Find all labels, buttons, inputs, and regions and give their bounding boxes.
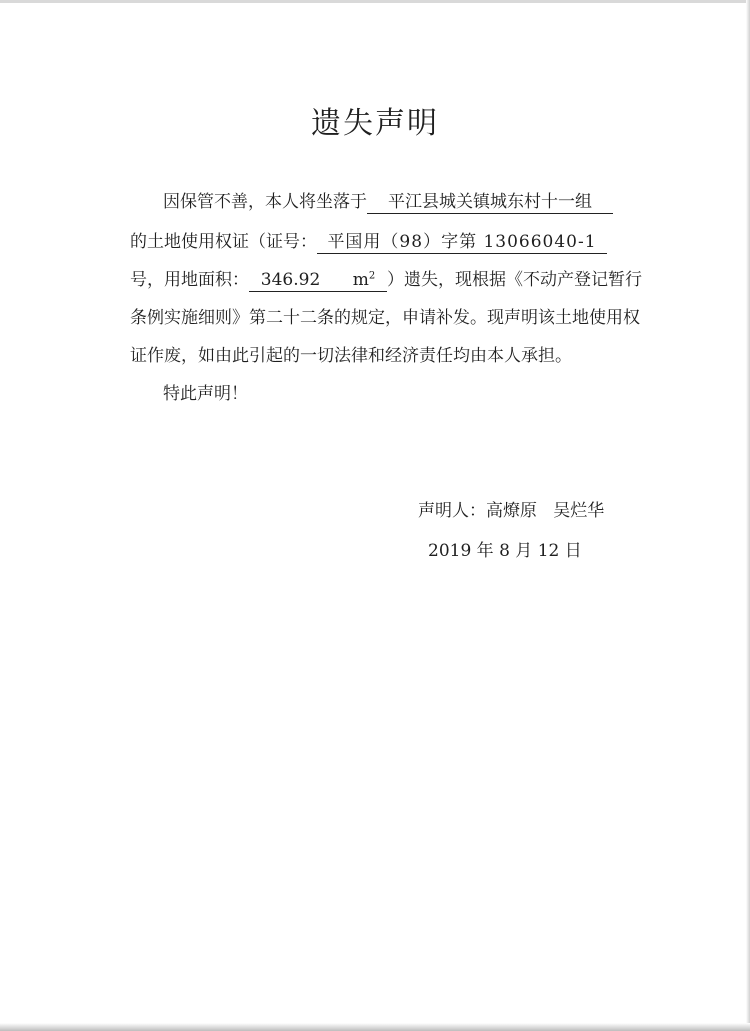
area-unit: m bbox=[352, 270, 369, 290]
scan-edge-top bbox=[0, 0, 750, 3]
scan-edge-bottom bbox=[0, 1023, 750, 1031]
line2-prefix: 的土地使用权证（证号： bbox=[130, 232, 317, 252]
scan-edge-right bbox=[746, 0, 750, 1031]
body-line-5: 证作废，如由此引起的一切法律和经济责任均由本人承担。 bbox=[130, 346, 572, 366]
signature-date: 2019 年 8 月 12 日 bbox=[428, 541, 582, 561]
closing-line: 特此声明！ bbox=[163, 384, 248, 404]
signature-names: 高燎原 吴烂华 bbox=[486, 501, 605, 521]
signature-line bbox=[418, 499, 604, 523]
area-unit-superscript: 2 bbox=[368, 270, 376, 282]
body-line-2 bbox=[130, 230, 607, 254]
certificate-number-field: 平国用（98）字第 13066040-1 bbox=[317, 231, 607, 254]
line3-prefix: 号，用地面积： bbox=[130, 270, 249, 290]
body-line-3 bbox=[130, 268, 642, 292]
area-field bbox=[249, 269, 387, 292]
document-title: 遗失声明 bbox=[311, 106, 439, 141]
line3-suffix: ）遗失，现根据《不动产登记暂行 bbox=[387, 270, 642, 290]
line1-prefix: 因保管不善，本人将坐落于 bbox=[163, 192, 367, 212]
signature-label: 声明人： bbox=[418, 501, 486, 521]
area-value: 346.92 bbox=[260, 270, 321, 290]
location-field: 平江县城关镇城东村十一组 bbox=[367, 191, 613, 214]
body-line-4: 条例实施细则》第二十二条的规定，申请补发。现声明该土地使用权 bbox=[130, 308, 640, 328]
body-line-1 bbox=[163, 190, 613, 214]
